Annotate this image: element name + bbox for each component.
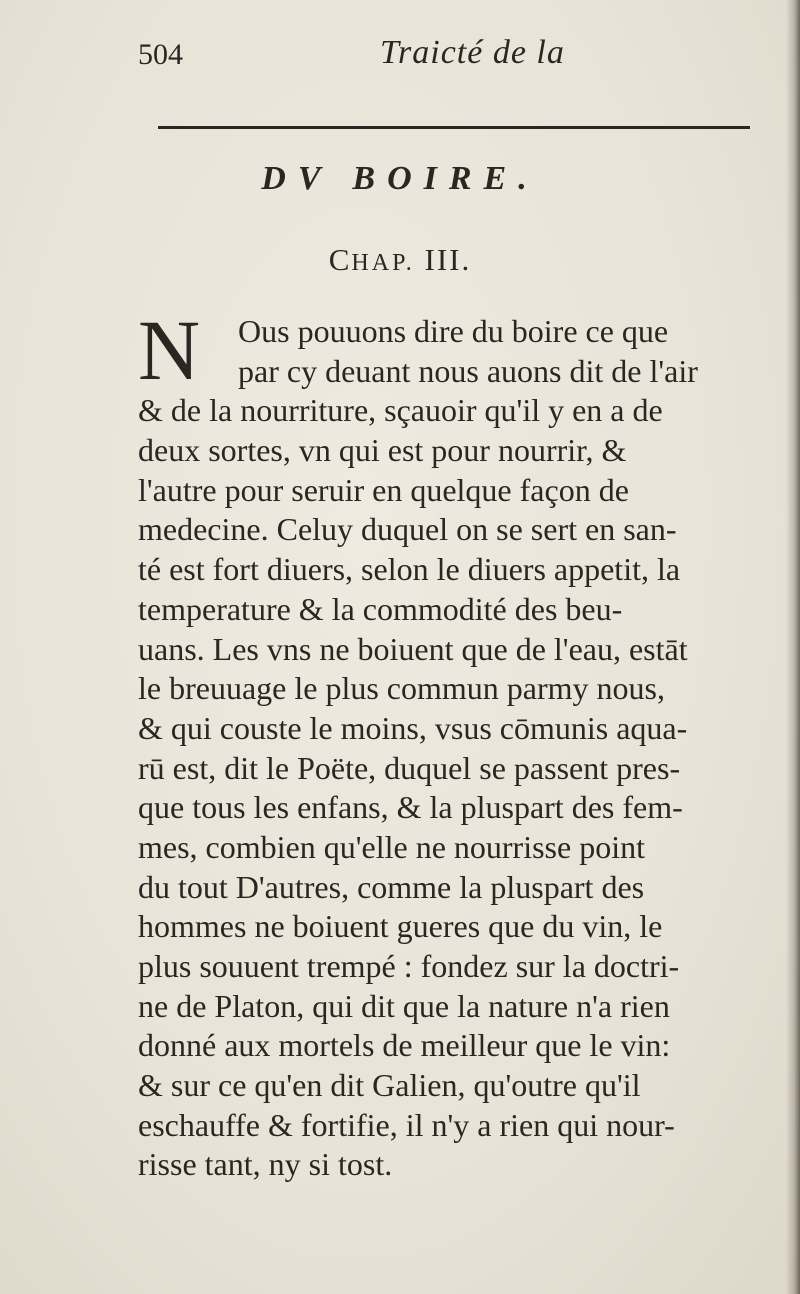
text-line: du tout D'autres, comme la pluspart des	[138, 868, 645, 905]
page-number: 504	[138, 38, 183, 71]
text-line: eschauffe & fortifie, il n'y a rien qui nour-	[138, 1106, 675, 1143]
text-line: risse tant, ny si tost.	[138, 1146, 393, 1183]
chapter-prefix: C	[328, 242, 352, 277]
text-line: que tous les enfans, & la pluspart des fem-	[138, 789, 683, 826]
text-line: deux sortes, vn qui est pour nourrir, &	[138, 432, 627, 469]
text-line: Ous pouuons dire du boire ce que	[238, 313, 669, 349]
text-line: hommes ne boiuent gueres que du vin, le	[138, 908, 663, 945]
drop-capital: N	[138, 302, 201, 398]
text-line: mes, combien qu'elle ne nourrisse point	[138, 828, 645, 865]
text-line: té est fort diuers, selon le diuers appetit, la	[138, 551, 681, 588]
text-line: & sur ce qu'en dit Galien, qu'outre qu'il	[138, 1067, 641, 1104]
chapter-label: HAP.	[351, 250, 415, 276]
text-line: par cy deuant nous auons dit de l'air	[238, 352, 698, 389]
header-rule	[158, 126, 750, 129]
text-line: rū est, dit le Poëte, duquel se passent pres-	[138, 749, 681, 786]
running-head: Traicté de la	[380, 34, 565, 71]
text-line: donné aux mortels de meilleur que le vin:	[138, 1027, 671, 1064]
section-title: DV BOIRE.	[261, 160, 539, 197]
text-line: & de la nourriture, sçauoir qu'il y en a de	[138, 392, 663, 429]
body-text	[138, 302, 778, 1185]
text-line: temperature & la commodité des beu-	[138, 590, 623, 627]
text-line: l'autre pour seruir en quelque façon de	[138, 471, 629, 508]
text-line: ne de Platon, qui dit que la nature n'a rien	[138, 987, 670, 1024]
text-line: medecine. Celuy duquel on se sert en san-	[138, 511, 677, 548]
text-line: uans. Les vns ne boiuent que de l'eau, estāt	[138, 630, 688, 667]
chapter-numeral: III.	[424, 242, 472, 277]
text-line: le breuuage le plus commun parmy nous,	[138, 670, 665, 707]
chapter-heading	[0, 242, 800, 278]
text-line: plus souuent trempé : fondez sur la doctri-	[138, 948, 680, 984]
text-line: & qui couste le moins, vsus cōmunis aqua-	[138, 709, 688, 746]
